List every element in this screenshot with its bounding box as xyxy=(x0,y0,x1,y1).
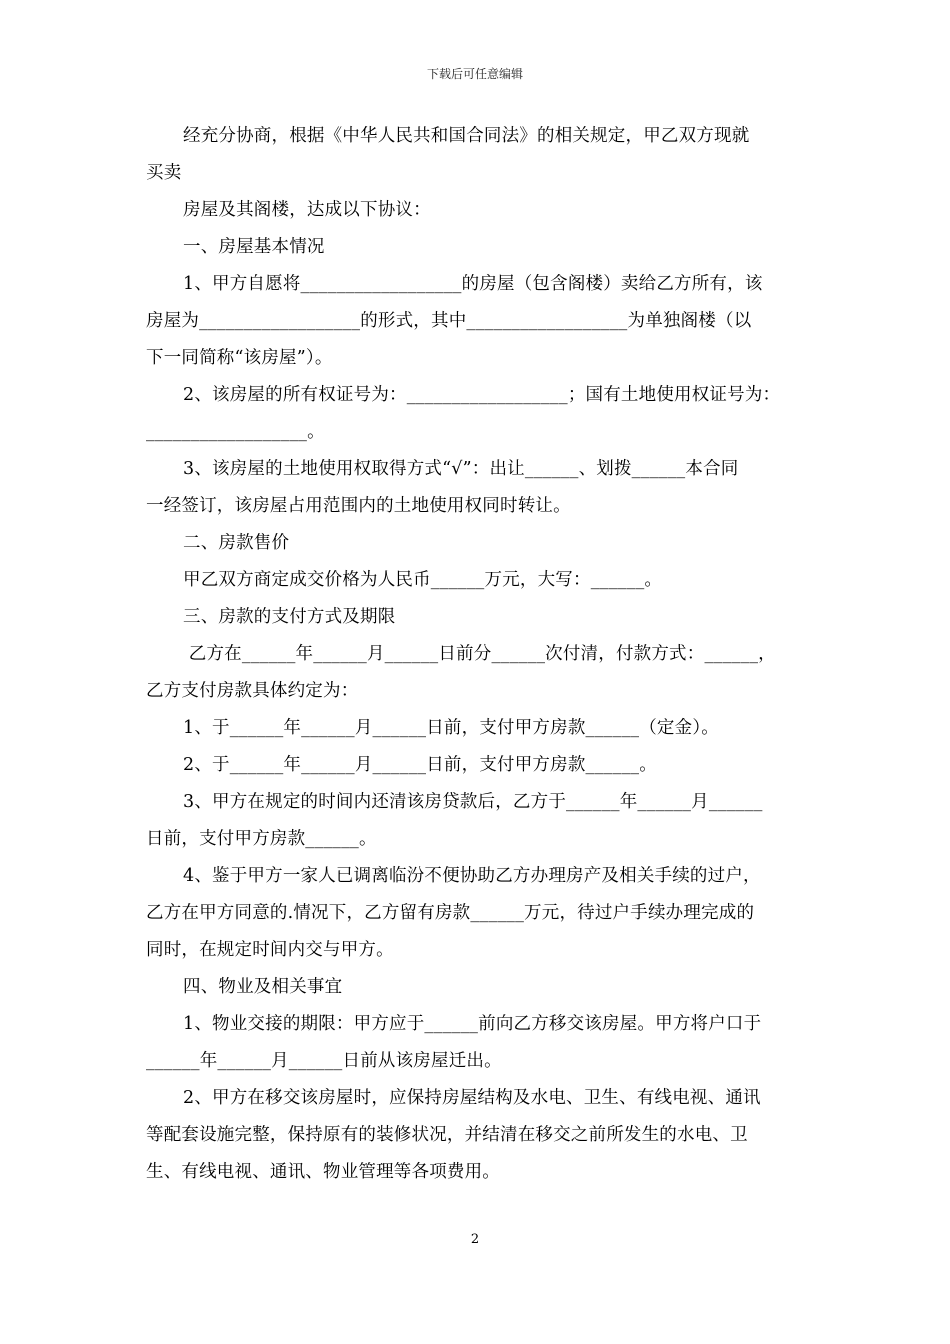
paragraph-line: 4、鉴于甲方一家人已调离临汾不便协助乙方办理房产及相关手续的过户， xyxy=(183,866,761,886)
paragraph-line: 1、于______年______月______日前，支付甲方房款______（定金）。 xyxy=(183,718,719,738)
paragraph-line: 下一同简称“该房屋”）。 xyxy=(146,348,333,368)
paragraph-line: 1、物业交接的期限：甲方应于______前向乙方移交该房屋。甲方将户口于 xyxy=(183,1014,762,1034)
paragraph-line: 买卖 xyxy=(146,163,182,183)
paragraph-line: 3、甲方在规定的时间内还清该房贷款后，乙方于______年______月______ xyxy=(183,792,763,812)
paragraph-line: 房屋为__________________的形式，其中__________________为单独阁楼（以 xyxy=(146,311,752,331)
paragraph-line: 2、于______年______月______日前，支付甲方房款______。 xyxy=(183,755,657,775)
paragraph-line: 2、甲方在移交该房屋时，应保持房屋结构及水电、卫生、有线电视、通讯 xyxy=(183,1088,761,1108)
section-heading: 一、房屋基本情况 xyxy=(183,237,325,257)
paragraph-line: ______年______月______日前从该房屋迁出。 xyxy=(146,1051,502,1071)
section-heading: 四、物业及相关事宜 xyxy=(183,977,343,997)
paragraph-line: 等配套设施完整，保持原有的装修状况，并结清在移交之前所发生的水电、卫 xyxy=(146,1125,748,1145)
page-header: 下载后可任意编辑 xyxy=(426,67,523,81)
paragraph-line: 甲乙双方商定成交价格为人民币______万元，大写：______。 xyxy=(183,570,663,590)
paragraph-line: 经充分协商，根据《中华人民共和国合同法》的相关规定，甲乙双方现就 xyxy=(183,126,750,146)
paragraph-line: 一经签订，该房屋占用范围内的土地使用权同时转让。 xyxy=(146,496,571,516)
paragraph-line: 2、该房屋的所有权证号为：__________________；国有土地使用权证号为： xyxy=(183,385,781,405)
paragraph-line: 乙方支付房款具体约定为： xyxy=(146,681,359,701)
section-heading: 三、房款的支付方式及期限 xyxy=(183,607,396,627)
paragraph-line: 生、有线电视、通讯、物业管理等各项费用。 xyxy=(146,1162,500,1182)
paragraph-line: 日前，支付甲方房款______。 xyxy=(146,829,377,849)
paragraph-line: 乙方在______年______月______日前分______次付清，付款方式：______， xyxy=(183,644,776,664)
paragraph-line: 房屋及其阁楼，达成以下协议： xyxy=(183,200,431,220)
paragraph-line: __________________。 xyxy=(146,422,325,442)
paragraph-line: 乙方在甲方同意的.情况下，乙方留有房款______万元，待过户手续办理完成的 xyxy=(146,903,755,923)
paragraph-line: 同时，在规定时间内交与甲方。 xyxy=(146,940,394,960)
page-number: 2 xyxy=(470,1232,480,1247)
paragraph-line: 1、甲方自愿将__________________的房屋（包含阁楼）卖给乙方所有，该 xyxy=(183,274,763,294)
section-heading: 二、房款售价 xyxy=(183,533,290,553)
document-body xyxy=(146,118,810,1191)
paragraph-line: 3、该房屋的土地使用权取得方式“√”：出让______、划拨______本合同 xyxy=(183,459,739,479)
